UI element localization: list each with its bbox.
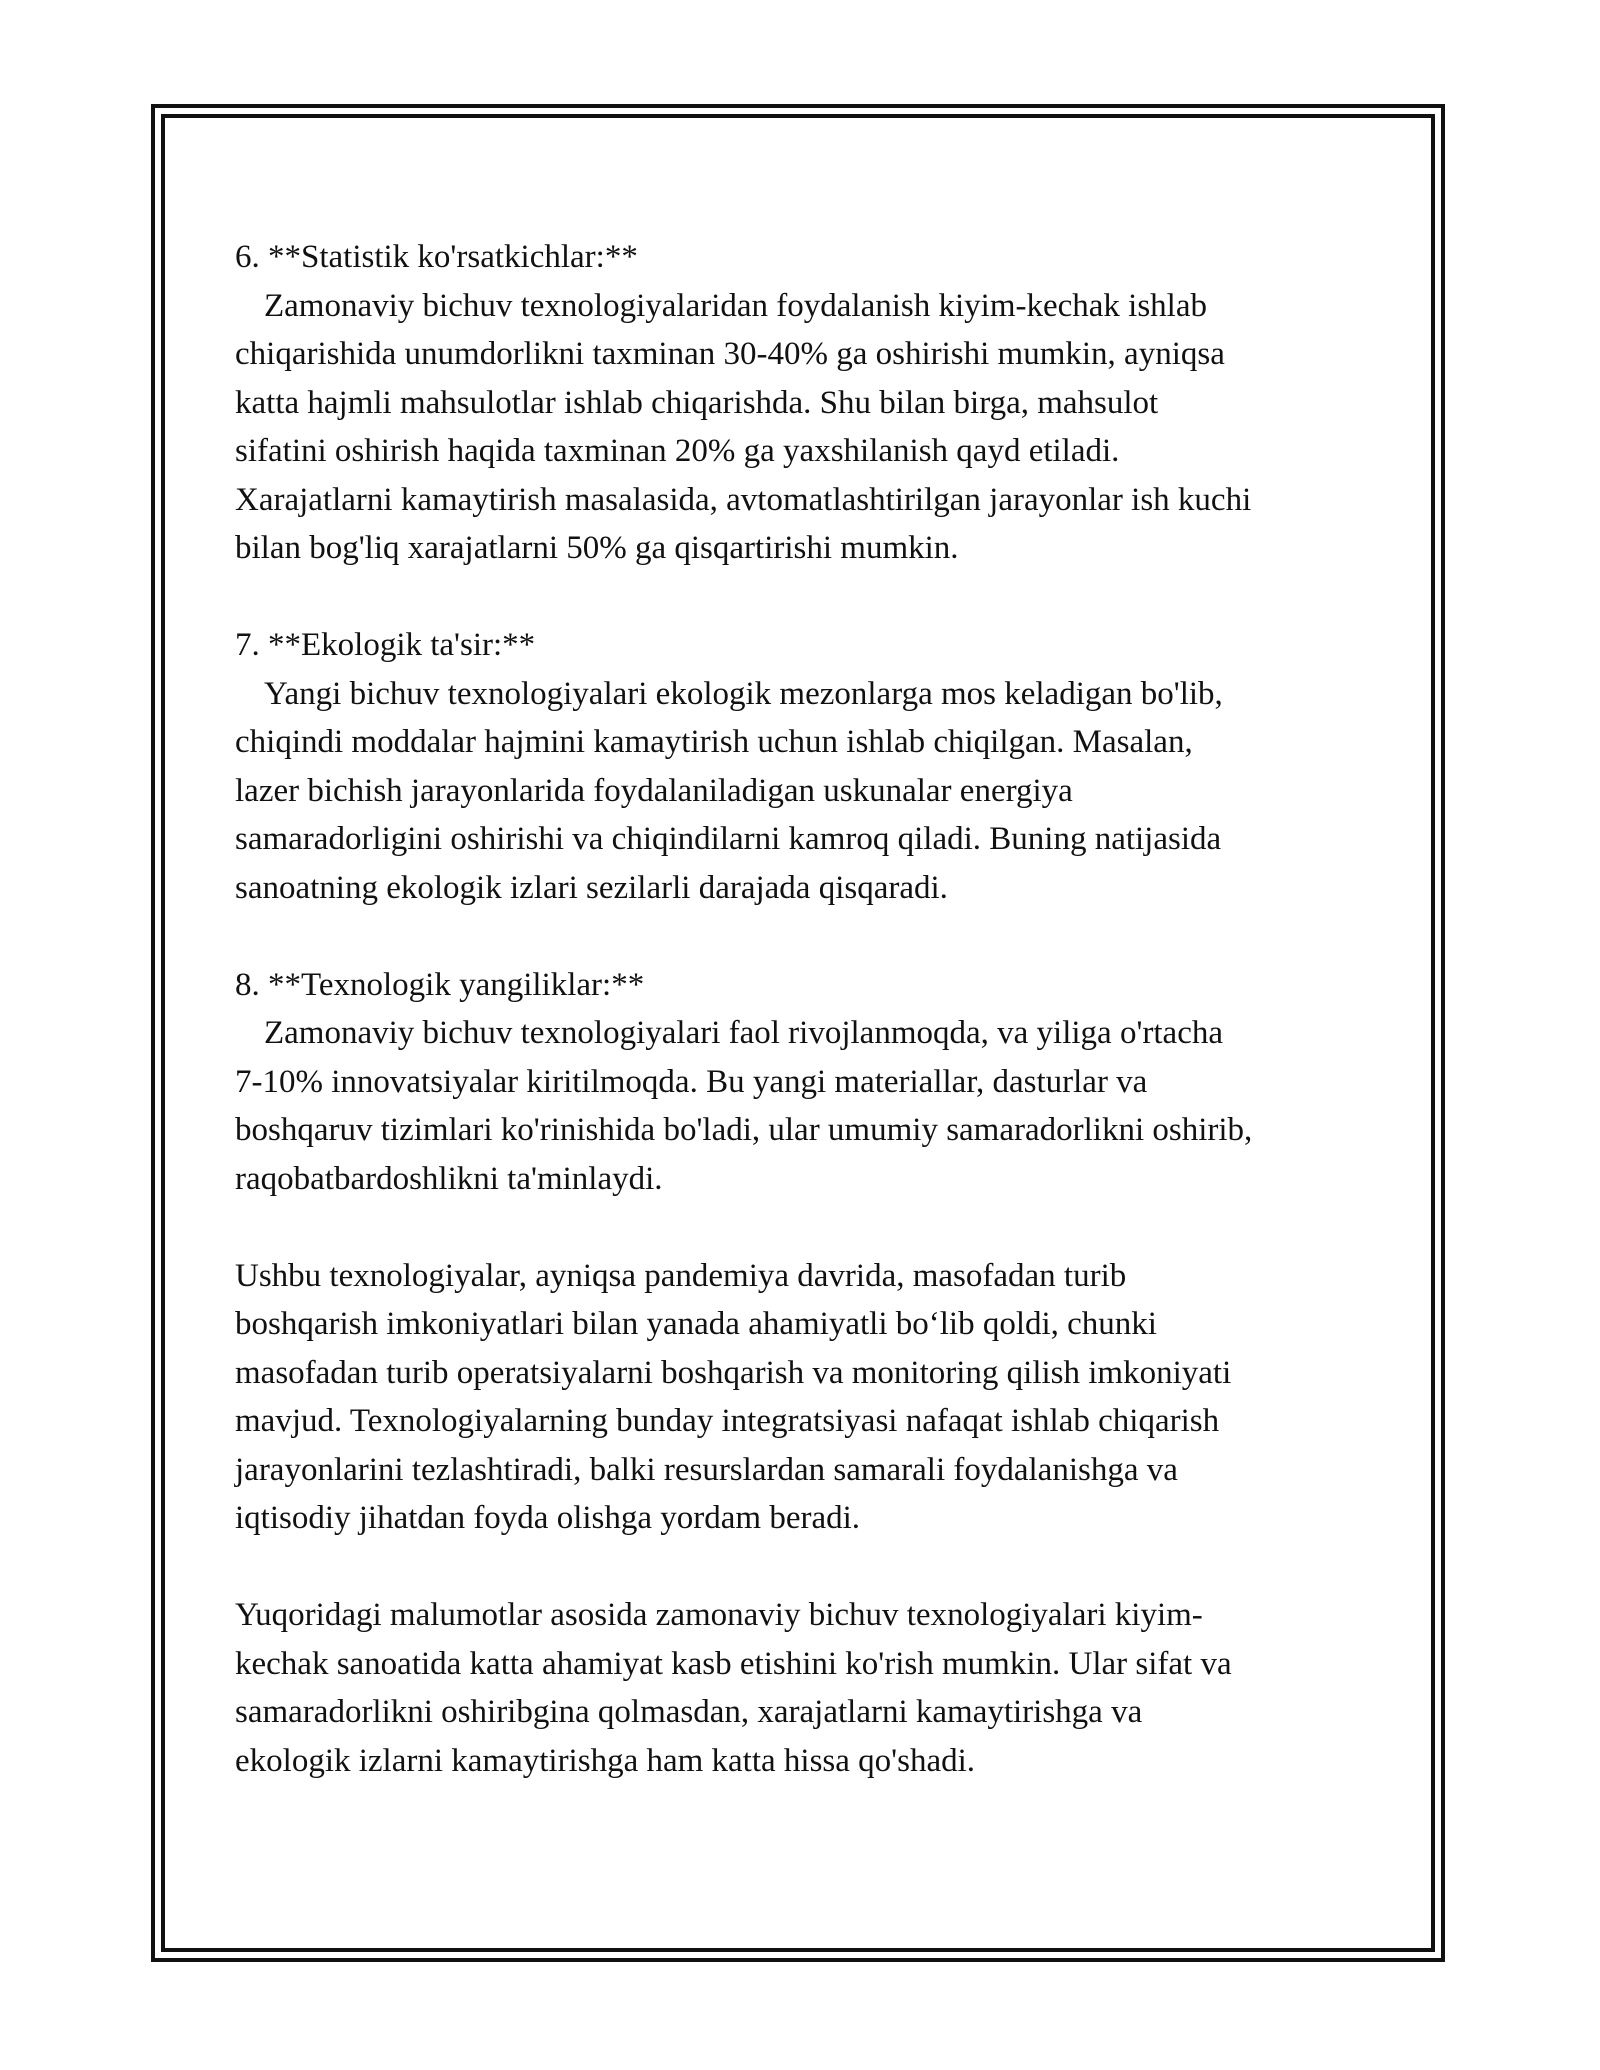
text-line: iqtisodiy jihatdan foyda olishga yordam beradi. [235, 1500, 861, 1536]
section-statistics [235, 233, 1375, 573]
text-line: masofadan turib operatsiyalarni boshqarish va monitoring qilish imkoniyati [235, 1354, 1232, 1391]
text-line: ekologik izlarni kamaytirishga ham katta hissa qo'shadi. [235, 1742, 976, 1779]
section-heading: 8. **Texnologik yangiliklar:** [235, 966, 645, 1003]
text-line: Yuqoridagi malumotlar asosida zamonaviy bichuv texnologiyalari kiyim- [235, 1597, 1203, 1633]
text-line: 7-10% innovatsiyalar kiritilmoqda. Bu yangi materiallar, dasturlar va [235, 1063, 1148, 1100]
text-line: jarayonlarini tezlashtiradi, balki resurslardan samarali foydalanishga va [235, 1451, 1178, 1488]
text-line: Yangi bichuv texnologiyalari ekologik mezonlarga mos keladigan bo'lib, [264, 675, 1223, 712]
text-line: sifatini oshirish haqida taxminan 20% ga yaxshilanish qayd etiladi. [235, 433, 1120, 469]
section-heading: 7. **Ekologik ta'sir:** [235, 627, 536, 663]
text-line: samaradorligini oshirishi va chiqindilarni kamroq qiladi. Buning natijasida [235, 821, 1222, 857]
section-heading: 6. **Statistik ko'rsatkichlar:** [235, 239, 638, 275]
paragraph-remote-management [235, 1252, 1375, 1543]
text-line: mavjud. Texnologiyalarning bunday integratsiyasi nafaqat ishlab chiqarish [235, 1403, 1220, 1439]
text-line: kechak sanoatida katta ahamiyat kasb etishini ko'rish mumkin. Ular sifat va [235, 1645, 1232, 1682]
document-body [235, 233, 1375, 1834]
section-ecology [235, 621, 1375, 912]
text-line: sanoatning ekologik izlari sezilarli darajada qisqaradi. [235, 869, 948, 906]
text-line: Ushbu texnologiyalar, ayniqsa pandemiya davrida, masofadan turib [235, 1257, 1127, 1294]
text-line: boshqaruv tizimlari ko'rinishida bo'ladi, ular umumiy samaradorlikni oshirib, [235, 1112, 1253, 1148]
text-line: Zamonaviy bichuv texnologiyalaridan foydalanish kiyim-kechak ishlab [264, 287, 1207, 324]
text-line: katta hajmli mahsulotlar ishlab chiqarishda. Shu bilan birga, mahsulot [235, 384, 1159, 421]
section-innovations [235, 961, 1375, 1204]
paragraph-conclusion [235, 1591, 1375, 1785]
text-line: samaradorlikni oshiribgina qolmasdan, xarajatlarni kamaytirishga va [235, 1694, 1143, 1730]
text-line: boshqarish imkoniyatlari bilan yanada ahamiyatli bo‘lib qoldi, chunki [235, 1306, 1157, 1342]
text-line: lazer bichish jarayonlarida foydalaniladigan uskunalar energiya [235, 772, 1073, 809]
text-line: chiqarishida unumdorlikni taxminan 30-40% ga oshirishi mumkin, ayniqsa [235, 336, 1225, 372]
text-line: bilan bog'liq xarajatlarni 50% ga qisqartirishi mumkin. [235, 530, 959, 566]
text-line: Zamonaviy bichuv texnologiyalari faol rivojlanmoqda, va yiliga o'rtacha [264, 1015, 1223, 1051]
text-line: chiqindi moddalar hajmini kamaytirish uchun ishlab chiqilgan. Masalan, [235, 724, 1193, 760]
text-line: Xarajatlarni kamaytirish masalasida, avtomatlashtirilgan jarayonlar ish kuchi [235, 481, 1252, 518]
text-line: raqobatbardoshlikni ta'minlaydi. [235, 1160, 663, 1197]
